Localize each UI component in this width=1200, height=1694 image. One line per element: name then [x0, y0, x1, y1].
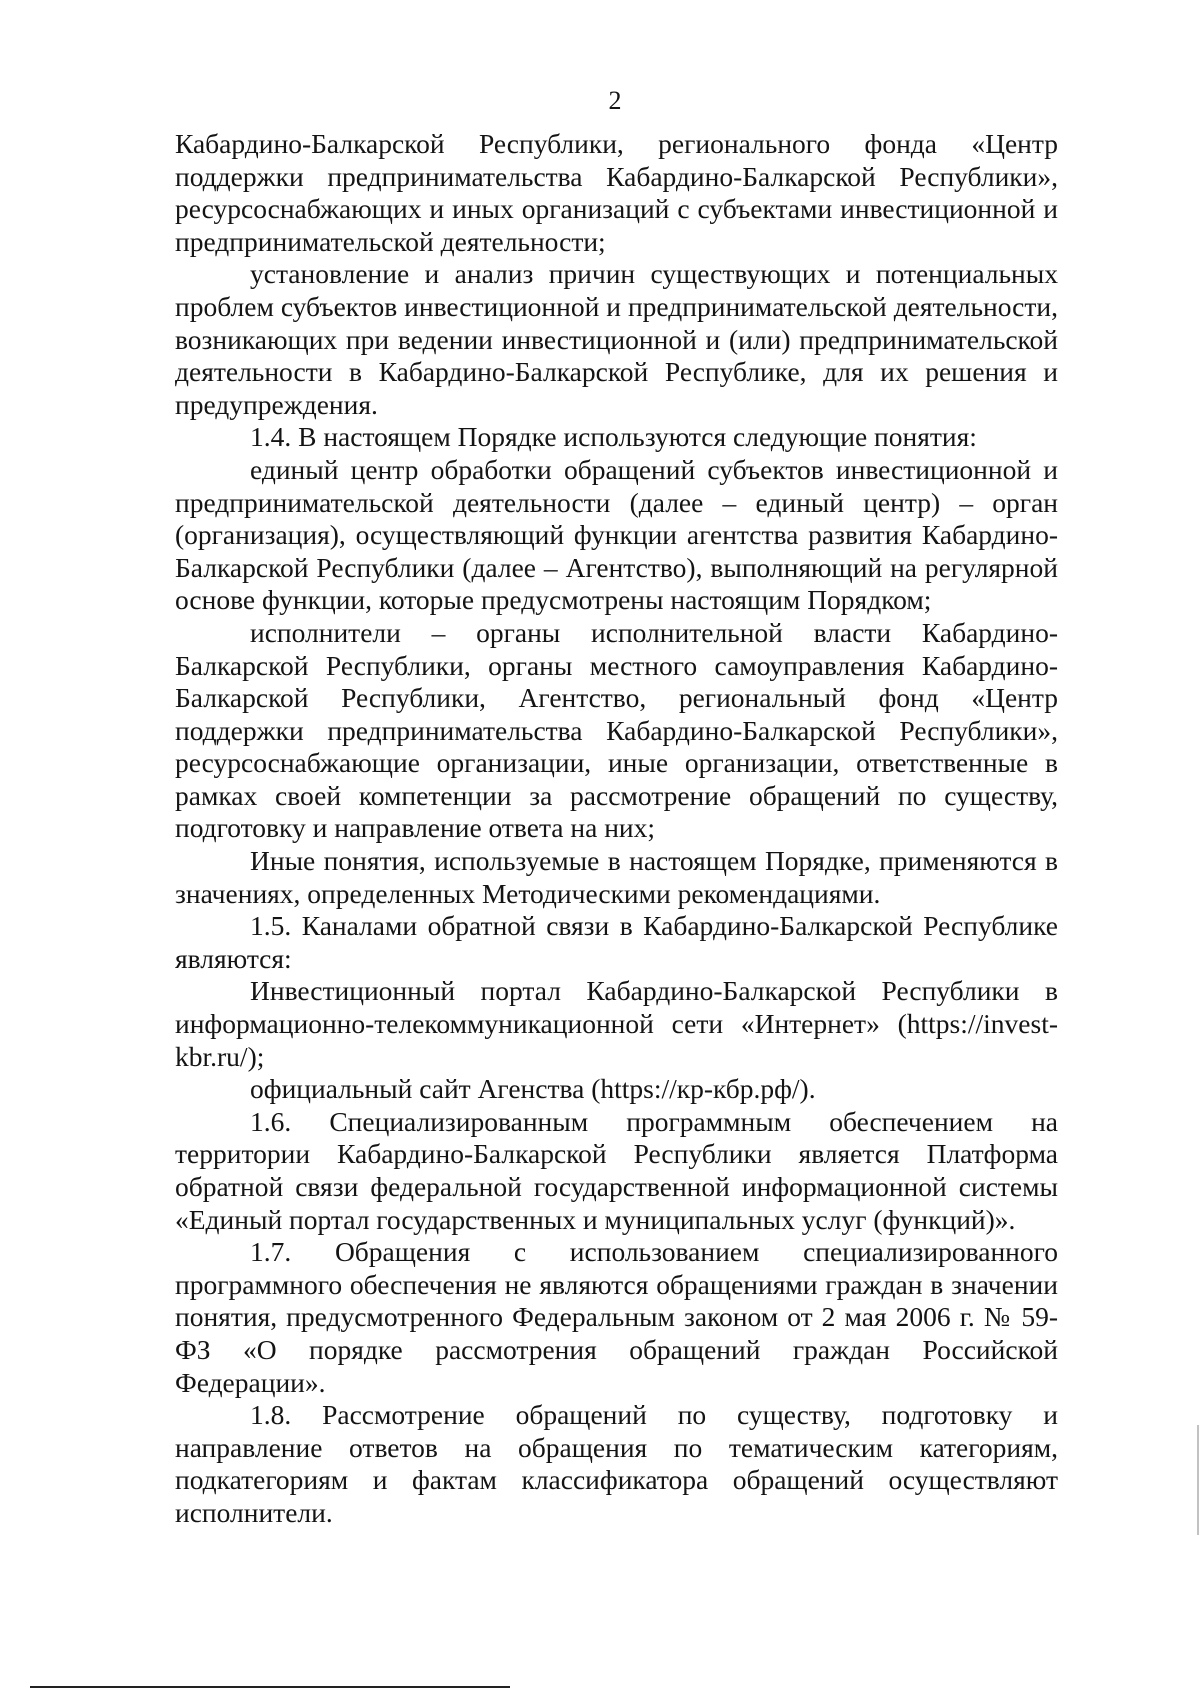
document-body — [175, 128, 1058, 1530]
paragraph-definition-executors: исполнители – органы исполнительной власти Кабардино-Балкарской Республики, органы местного самоуправления Кабардино-Балкарской Республики, Агентство, региональный фонд «Центр поддержки предпринимательства Кабардино-Балкарской Республики», ресурсоснабжающие организации, иные организации, ответственные в рамках своей компетенции за рассмотрение обращений по существу, подготовку и направление ответа на них; — [175, 616, 1058, 844]
paragraph-1-8: 1.8. Рассмотрение обращений по существу, подготовку и направление ответов на обращения по тематическим категориям, подкатегориям и фактам классификатора обращений осуществляют исполнители. — [175, 1399, 1058, 1528]
paragraph-1-7: 1.7. Обращения с использованием специализированного программного обеспечения не являются обращениями граждан в значении понятия, предусмотренного Федеральным законом от 2 мая 2006 г. № 59-ФЗ «О порядке рассмотрения обращений граждан Российской Федерации». — [175, 1236, 1058, 1398]
paragraph-problem-analysis: установление и анализ причин существующих и потенциальных проблем субъектов инвестиционной и предпринимательской деятельности, возникающих при ведении инвестиционной и (или) предпринимательской деятельности в Кабардино-Балкарской Республике, для их решения и предупреждения. — [175, 258, 1058, 420]
paragraph-1-6: 1.6. Специализированным программным обеспечением на территории Кабардино-Балкарской Республики является Платформа обратной связи федеральной государственной информационной системы «Единый портал государственных и муниципальных услуг (функций)». — [175, 1105, 1058, 1235]
paragraph-other-concepts: Иные понятия, используемые в настоящем Порядке, применяются в значениях, определенных Методическими рекомендациями. — [175, 845, 1058, 909]
footer-rule — [30, 1686, 510, 1688]
paragraph-continuation: Кабардино-Балкарской Республики, регионального фонда «Центр поддержки предпринимательства Кабардино-Балкарской Республики», ресурсоснабжающих и иных организаций с субъектами инвестиционной и предпринимательской деятельности; — [175, 128, 1058, 257]
paragraph-definition-unified-center: единый центр обработки обращений субъектов инвестиционной и предпринимательской деятельности (далее – единый центр) – орган (организация), осуществляющий функции агентства развития Кабардино-Балкарской Республики (далее – Агентство), выполняющий на регулярной основе функции, которые предусмотрены настоящим Порядком; — [175, 453, 1058, 616]
scan-edge-mark — [1197, 1425, 1199, 1535]
paragraph-agency-website: официальный сайт Агенства (https://кр-кбр.рф/). — [250, 1073, 816, 1105]
paragraph-1-5: 1.5. Каналами обратной связи в Кабардино-Балкарской Республике являются: — [175, 910, 1058, 974]
paragraph-1-4: 1.4. В настоящем Порядке используются следующие понятия: — [250, 421, 977, 453]
page-number: 2 — [608, 86, 622, 115]
paragraph-investment-portal: Инвестиционный портал Кабардино-Балкарской Республики в информационно-телекоммуникационной сети «Интернет» (https://invest-kbr.ru/); — [175, 975, 1058, 1072]
